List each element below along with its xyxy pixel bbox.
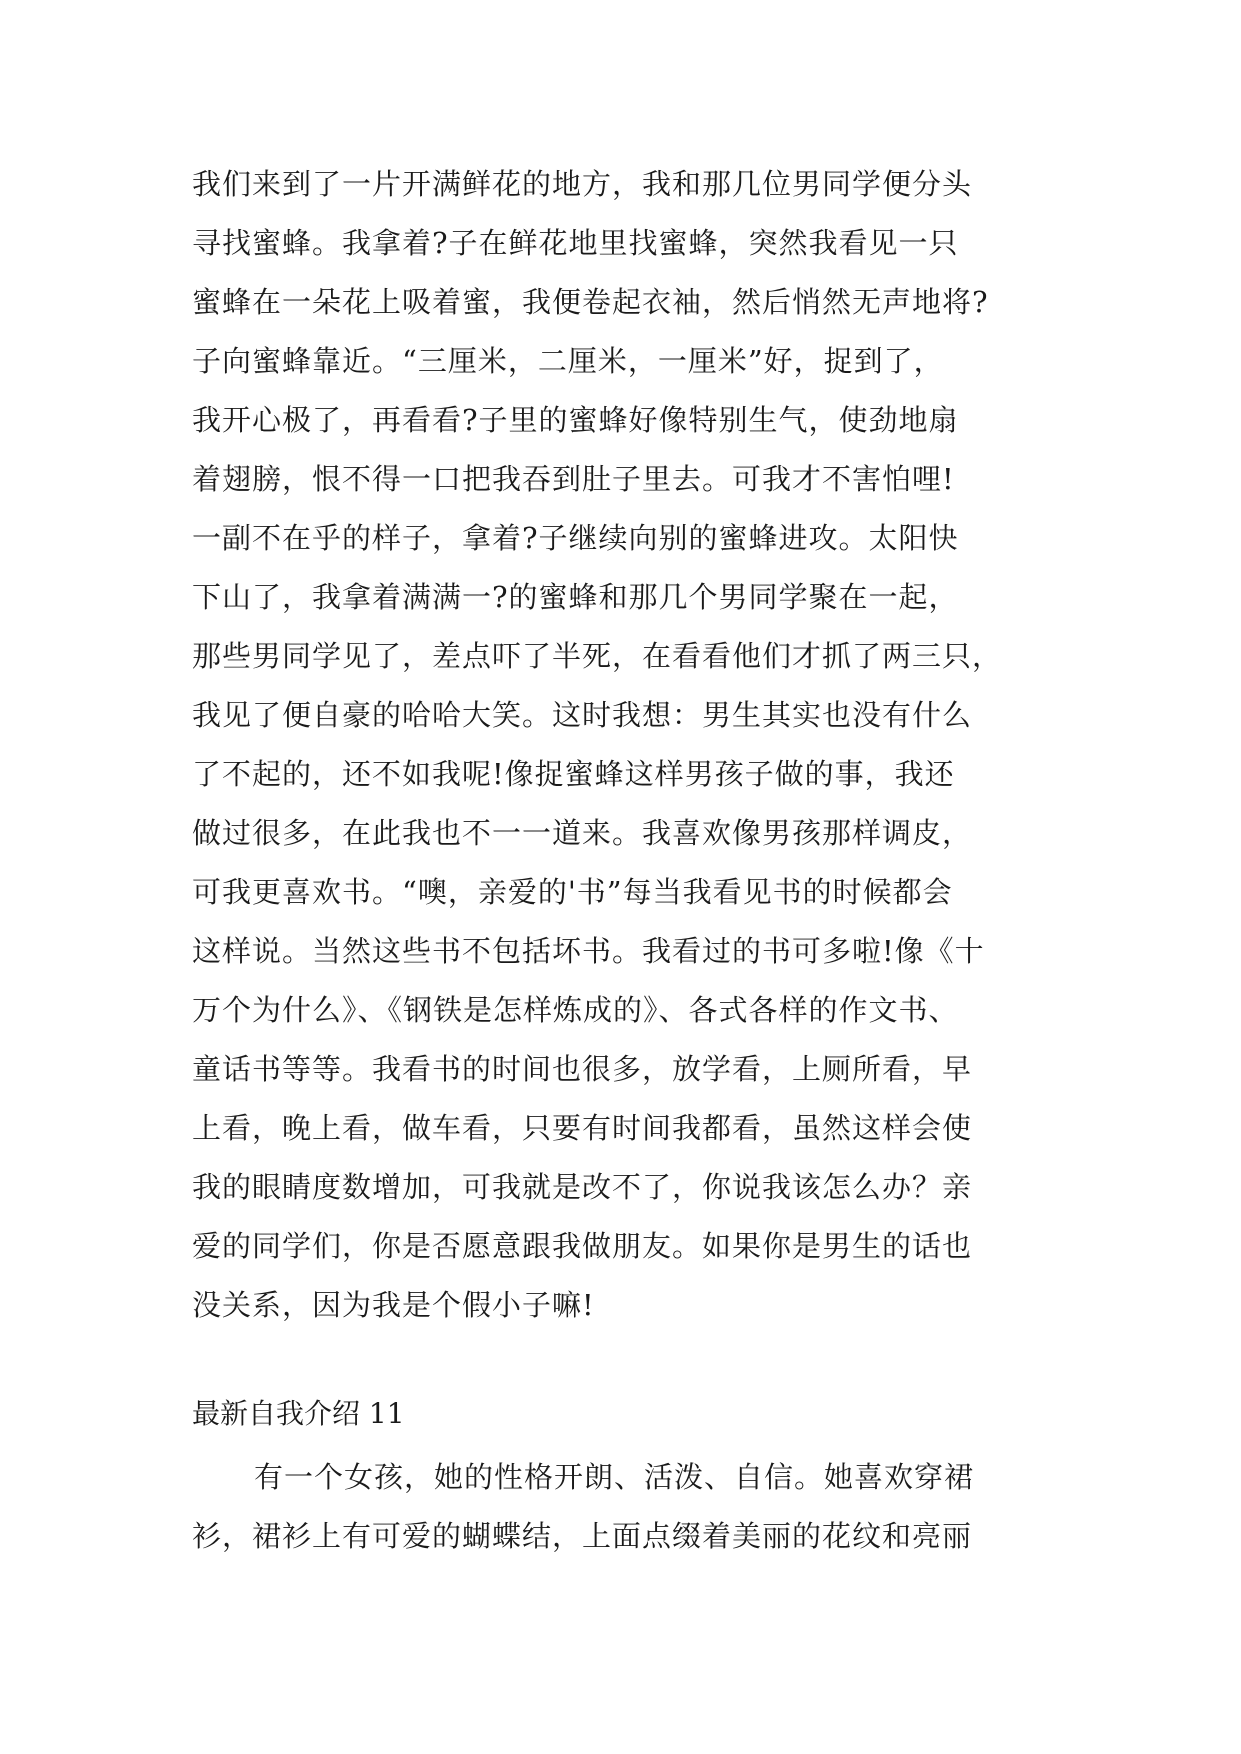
text-line: 我的眼睛度数增加，可我就是改不了，你说我该怎么办？亲: [192, 1170, 973, 1204]
document-body: [192, 155, 1062, 1566]
text-line: 子向蜜蜂靠近。“三厘米，二厘米，一厘米”好，捉到了，: [192, 344, 944, 378]
text-line: 下山了，我拿着满满一?的蜜蜂和那几个男同学聚在一起，: [192, 580, 959, 614]
text-line: 我见了便自豪的哈哈大笑。这时我想：男生其实也没有什么: [192, 698, 973, 732]
text-line: 有一个女孩，她的性格开朗、活泼、自信。她喜欢穿裙: [254, 1460, 975, 1494]
text-line: 那些男同学见了，差点吓了半死，在看看他们才抓了两三只，: [192, 639, 1003, 673]
paragraph: [192, 155, 1062, 1335]
text-line: 爱的同学们，你是否愿意跟我做朋友。如果你是男生的话也: [192, 1229, 973, 1263]
text-line: 做过很多，在此我也不一一道来。我喜欢像男孩那样调皮，: [192, 816, 973, 850]
text-line: 可我更喜欢书。“噢，亲爱的'书”每当我看见书的时候都会: [192, 875, 953, 909]
text-line: 蜜蜂在一朵花上吸着蜜，我便卷起衣袖，然后悄然无声地将?: [192, 285, 989, 319]
text-line: 我开心极了，再看看?子里的蜜蜂好像特别生气，使劲地扇: [192, 403, 959, 437]
paragraph: [192, 1448, 1062, 1566]
text-line: 上看，晚上看，做车看，只要有时间我都看，虽然这样会使: [192, 1111, 973, 1145]
text-line: 万个为什么》、《钢铁是怎样炼成的》、各式各样的作文书、: [192, 993, 959, 1027]
section-spacer: [192, 1335, 1062, 1380]
text-line: 没关系，因为我是个假小子嘛!: [192, 1288, 595, 1322]
text-line: 童话书等等。我看书的时间也很多，放学看，上厕所看，早: [192, 1052, 973, 1086]
text-line: 了不起的，还不如我呢!像捉蜜蜂这样男孩子做的事，我还: [192, 757, 955, 791]
text-line: 衫，裙衫上有可爱的蝴蝶结，上面点缀着美丽的花纹和亮丽: [192, 1519, 973, 1553]
section-heading: 最新自我介绍 11: [192, 1397, 405, 1430]
text-line: 一副不在乎的样子，拿着?子继续向别的蜜蜂进攻。太阳快: [192, 521, 959, 555]
text-line: 这样说。当然这些书不包括坏书。我看过的书可多啦!像《十: [192, 934, 985, 968]
text-line: 着翅膀，恨不得一口把我吞到肚子里去。可我才不害怕哩!: [192, 462, 955, 496]
text-line: 我们来到了一片开满鲜花的地方，我和那几位男同学便分头: [192, 167, 973, 201]
text-line: 寻找蜜蜂。我拿着?子在鲜花地里找蜜蜂，突然我看见一只: [192, 226, 959, 260]
